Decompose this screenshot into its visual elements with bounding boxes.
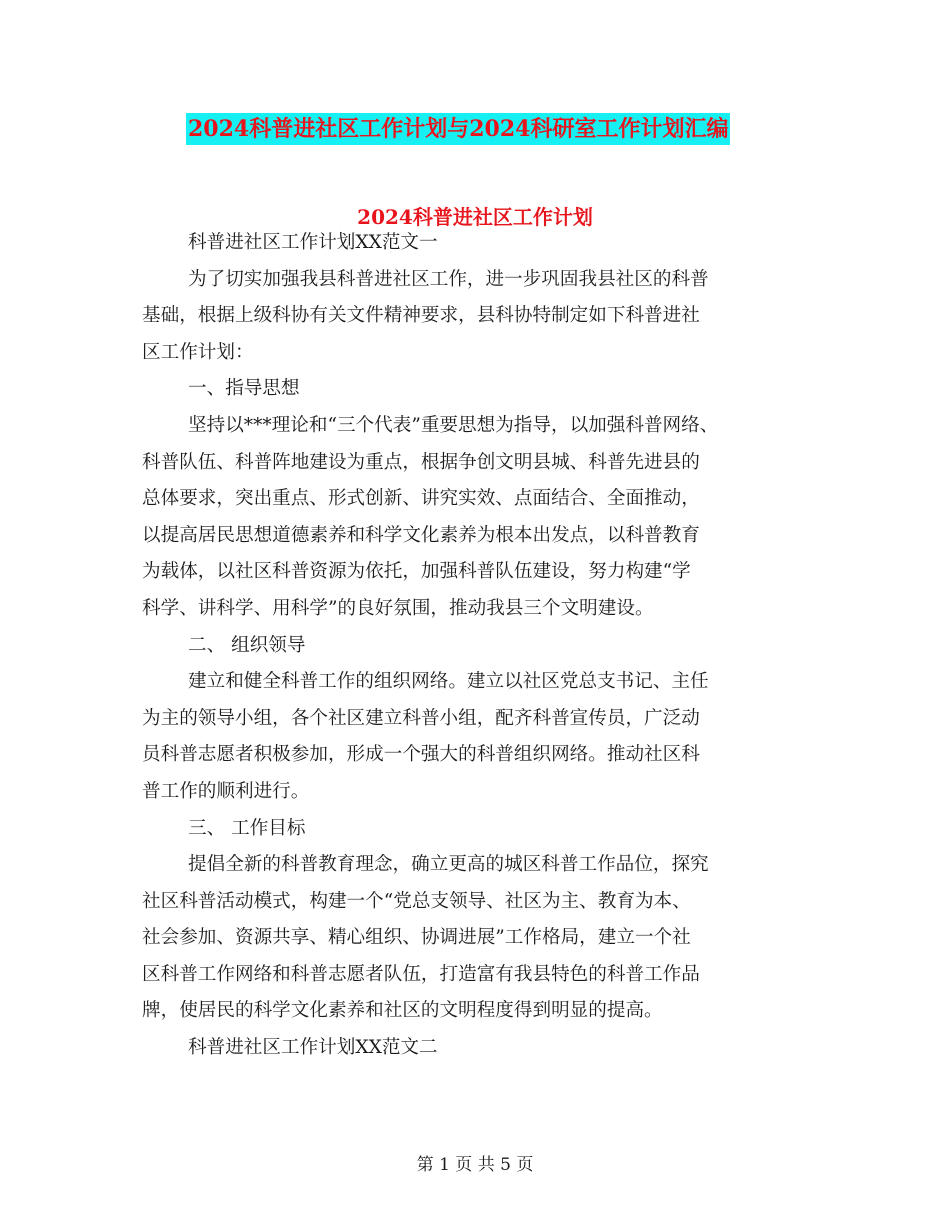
paragraph-line: 区科普工作网络和科普志愿者队伍，打造富有我县特色的科普工作品 [142, 963, 700, 985]
section-heading: 二、 组织领导 [188, 634, 306, 656]
paragraph-line: 建立和健全科普工作的组织网络。建立以社区党总支书记、主任 [188, 671, 709, 693]
paragraph-heading: 科普进社区工作计划XX范文一 [188, 232, 438, 253]
paragraph-line: 员科普志愿者积极参加，形成一个强大的科普组织网络。推动社区科 [142, 744, 700, 766]
section-heading: 三、 工作目标 [188, 817, 306, 839]
paragraph-line: 社会参加、资源共享、精心组织、协调进展”工作格局，建立一个社 [142, 927, 691, 949]
section-heading: 一、指导思想 [188, 378, 300, 400]
paragraph-line: 社区科普活动模式，构建一个“党总支领导、社区为主、教育为本、 [142, 890, 691, 912]
paragraph-line: 科普队伍、科普阵地建设为重点，根据争创文明县城、科普先进县的 [142, 451, 700, 473]
section-title: 2024科普进社区工作计划 [357, 205, 593, 229]
document-body [142, 225, 832, 1067]
paragraph-line: 区工作计划： [142, 341, 254, 363]
paragraph-line: 普工作的顺利进行。 [142, 780, 310, 802]
document-main-title: 2024科普进社区工作计划与2024科研室工作计划汇编 [186, 113, 730, 145]
paragraph-line: 科学、讲科学、用科学”的良好氛围，推动我县三个文明建设。 [142, 597, 654, 619]
paragraph-line: 为载体，以社区科普资源为依托，加强科普队伍建设，努力构建“学 [142, 561, 691, 583]
paragraph-line: 提倡全新的科普教育理念，确立更高的城区科普工作品位，探究 [188, 854, 709, 876]
paragraph-line: 坚持以***理论和“三个代表”重要思想为指导，以加强科普网络、 [188, 414, 719, 436]
paragraph-line: 为了切实加强我县科普进社区工作，进一步巩固我县社区的科普 [188, 268, 709, 290]
paragraph-line: 以提高居民思想道德素养和科学文化素养为根本出发点，以科普教育 [142, 524, 700, 546]
page-number-footer: 第 1 页 共 5 页 [416, 1155, 534, 1175]
paragraph-line: 基础，根据上级科协有关文件精神要求，县科协特制定如下科普进社 [142, 305, 700, 327]
paragraph-line: 牌，使居民的科学文化素养和社区的文明程度得到明显的提高。 [142, 1000, 663, 1022]
paragraph-line: 总体要求，突出重点、形式创新、讲究实效、点面结合、全面推动， [142, 488, 700, 510]
paragraph-heading: 科普进社区工作计划XX范文二 [188, 1037, 438, 1059]
paragraph-line: 为主的领导小组，各个社区建立科普小组，配齐科普宣传员，广泛动 [142, 707, 700, 729]
